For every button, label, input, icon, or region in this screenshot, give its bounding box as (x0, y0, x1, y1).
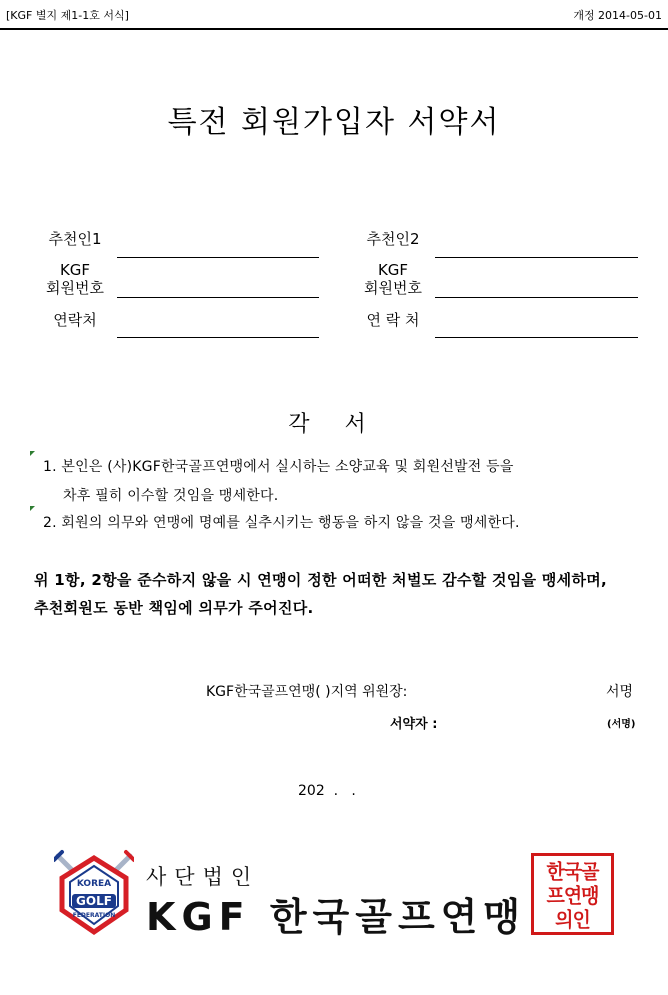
page-title: 특전 회원가입자 서약서 (167, 105, 501, 140)
list-marker-icon (30, 506, 35, 511)
pledger-label: 서약자 : (390, 717, 438, 732)
form-id: [KGF 별지 제1-1호 서식] (6, 9, 129, 22)
committee-sign-label: 서명 (606, 684, 634, 700)
recommender2-label: 추천인2 (366, 230, 420, 248)
pledge-statement-line-2: 추천회원도 동반 책임에 의무가 주어진다. (34, 599, 314, 617)
sign-date: 202 . . (298, 783, 356, 799)
corp-type: 사단법인 (146, 865, 260, 889)
logo-text-top: KOREA (76, 879, 112, 889)
committee-chair-label: KGF한국골프연맹( )지역 위원장: (206, 684, 408, 700)
recommender1-contact-field[interactable] (117, 337, 319, 338)
pledger-sign-label: (서명) (607, 719, 636, 730)
kgf-emblem-icon (54, 848, 134, 938)
recommender1-label: 추천인1 (48, 230, 102, 248)
recommender2-contact-field[interactable] (435, 337, 638, 338)
seal-text-line-3: 의인 (555, 908, 590, 932)
recommender2-member-no-field[interactable] (435, 297, 638, 298)
org-name: KGF 한국골프연맹 (146, 895, 527, 939)
pledge-item-2: 2. 회원의 의무와 연맹에 명예를 실추시키는 행동을 하지 않을 것을 맹세한다. (43, 515, 520, 531)
pledge-item-1-line-2: 차후 필히 이수할 것임을 맹세한다. (63, 488, 279, 504)
pledge-statement-line-1: 위 1항, 2항을 준수하지 않을 시 연맹이 정한 어떠한 처벌도 감수할 것임을 맹세하며, (34, 571, 608, 589)
revision-date: 개정 2014-05-01 (573, 9, 662, 22)
pledge-item-1-line-1: 1. 본인은 (사)KGF한국골프연맹에서 실시하는 소양교육 및 회원선발전 등을 (43, 459, 514, 475)
official-seal-icon (531, 853, 614, 935)
recommender2-name-field[interactable] (435, 257, 638, 258)
list-marker-icon (30, 451, 35, 456)
recommender1-name-field[interactable] (117, 257, 319, 258)
logo-text-middle: GOLF (76, 894, 112, 908)
kgf-logo (54, 848, 134, 938)
recommender2-contact-label: 연 락 처 (366, 311, 420, 329)
seal-text-line-2: 프연맹 (546, 884, 599, 908)
pledge-heading: 각 서 (288, 412, 380, 437)
recommender1-contact-label: 연락처 (53, 311, 97, 329)
seal-text-line-1: 한국골 (546, 860, 599, 884)
recommender2-member-no-label: KGF 회원번호 (364, 261, 422, 297)
logo-text-bottom: FEDERATION (72, 912, 116, 919)
recommender1-member-no-field[interactable] (117, 297, 319, 298)
header-divider (0, 28, 668, 30)
recommender1-member-no-label: KGF 회원번호 (46, 261, 104, 297)
